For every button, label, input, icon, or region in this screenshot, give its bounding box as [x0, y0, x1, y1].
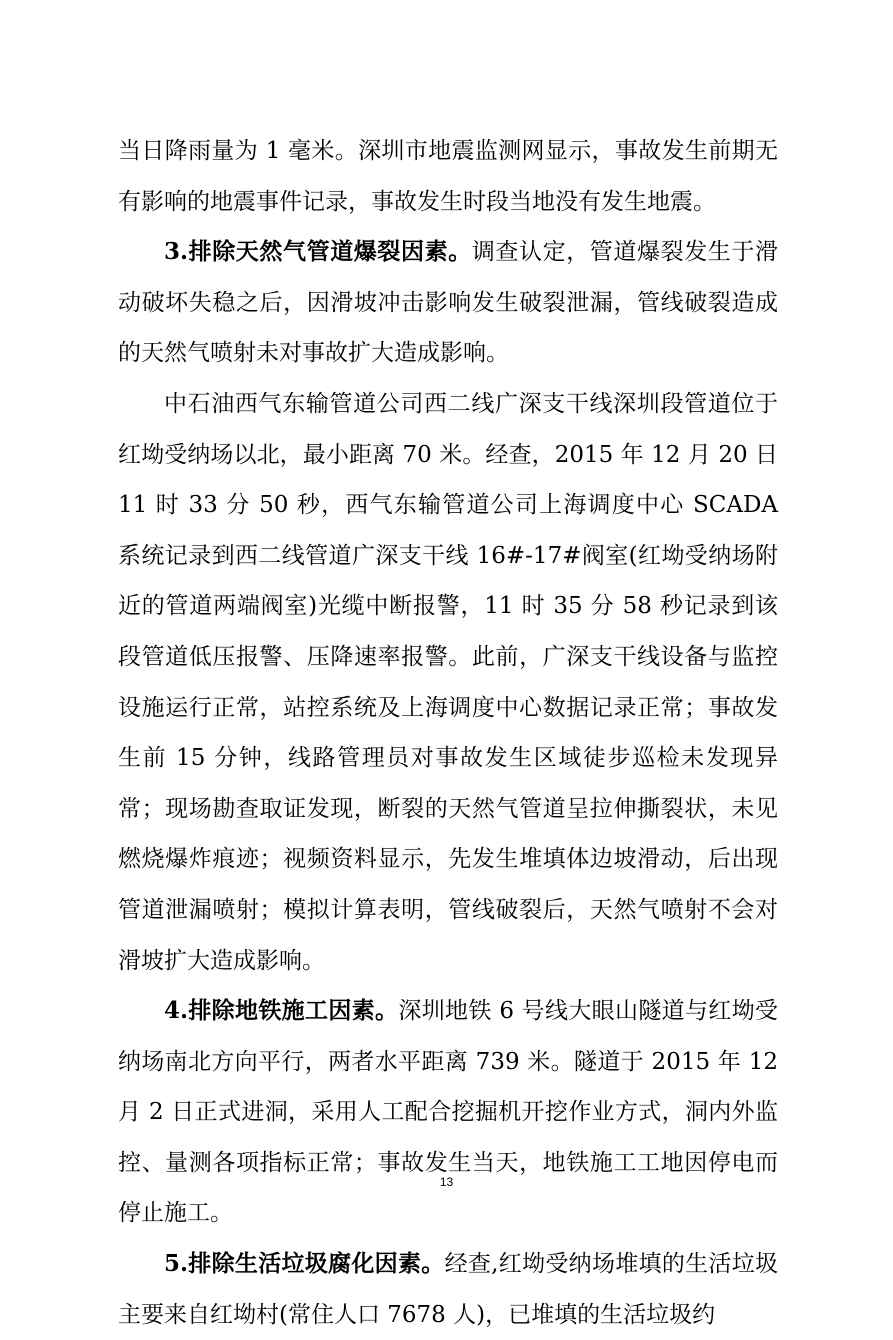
page-number: 13 [439, 1175, 454, 1189]
paragraph-3 [118, 379, 778, 986]
paragraph-4-text: 深圳地铁 6 号线大眼山隧道与红坳受纳场南北方向平行，两者水平距离 739 米。隧道于 2015 年 12 月 2 日正式进洞，采用人工配合挖掘机开挖作业方式，洞内外监控、量测各项指标正常；事故发生当天，地铁施工工地因停电而停止施工。 [118, 998, 778, 1227]
document-body [118, 126, 778, 1340]
paragraph-4 [118, 986, 778, 1239]
paragraph-2 [118, 227, 778, 379]
paragraph-3-text: 中石油西气东输管道公司西二线广深支干线深圳段管道位于红坳受纳场以北，最小距离 70 米。经查，2015 年 12 月 20 日 11 时 33 分 50 秒，西气东输管道公司上海调度中心 SCADA 系统记录到西二线管道广深支干线 16#-17#阀室(红坳受纳场附近的管道两端阀室)光缆中断报警，11 时 35 分 58 秒记录到该段管道低压报警、压降速率报警。此前，广深支干线设备与监控设施运行正常，站控系统及上海调度中心数据记录正常；事故发生前 15 分钟，线路管理员对事故发生区域徒步巡检未发现异常；现场勘查取证发现，断裂的天然气管道呈拉伸撕裂状，未见燃烧爆炸痕迹；视频资料显示，先发生堆填体边坡滑动，后出现管道泄漏喷射；模拟计算表明，管线破裂后，天然气喷射不会对滑坡扩大造成影响。 [118, 390, 778, 974]
paragraph-1 [118, 126, 778, 227]
paragraph-2-heading: 3.排除天然气管道爆裂因素。 [164, 238, 472, 266]
paragraph-5-text: 经查,红坳受纳场堆填的生活垃圾主要来自红坳村(常住人口 7678 人)，已堆填的生活垃圾约 [118, 1251, 779, 1328]
paragraph-4-heading: 4.排除地铁施工因素。 [164, 997, 399, 1025]
paragraph-2-text: 调查认定，管道爆裂发生于滑动破坏失稳之后，因滑坡冲击影响发生破裂泄漏，管线破裂造成的天然气喷射未对事故扩大造成影响。 [118, 239, 779, 367]
paragraph-5 [118, 1239, 778, 1340]
paragraph-5-heading: 5.排除生活垃圾腐化因素。 [164, 1250, 445, 1278]
paragraph-1-text: 当日降雨量为 1 毫米。深圳市地震监测网显示，事故发生前期无有影响的地震事件记录，事故发生时段当地没有发生地震。 [118, 138, 778, 215]
